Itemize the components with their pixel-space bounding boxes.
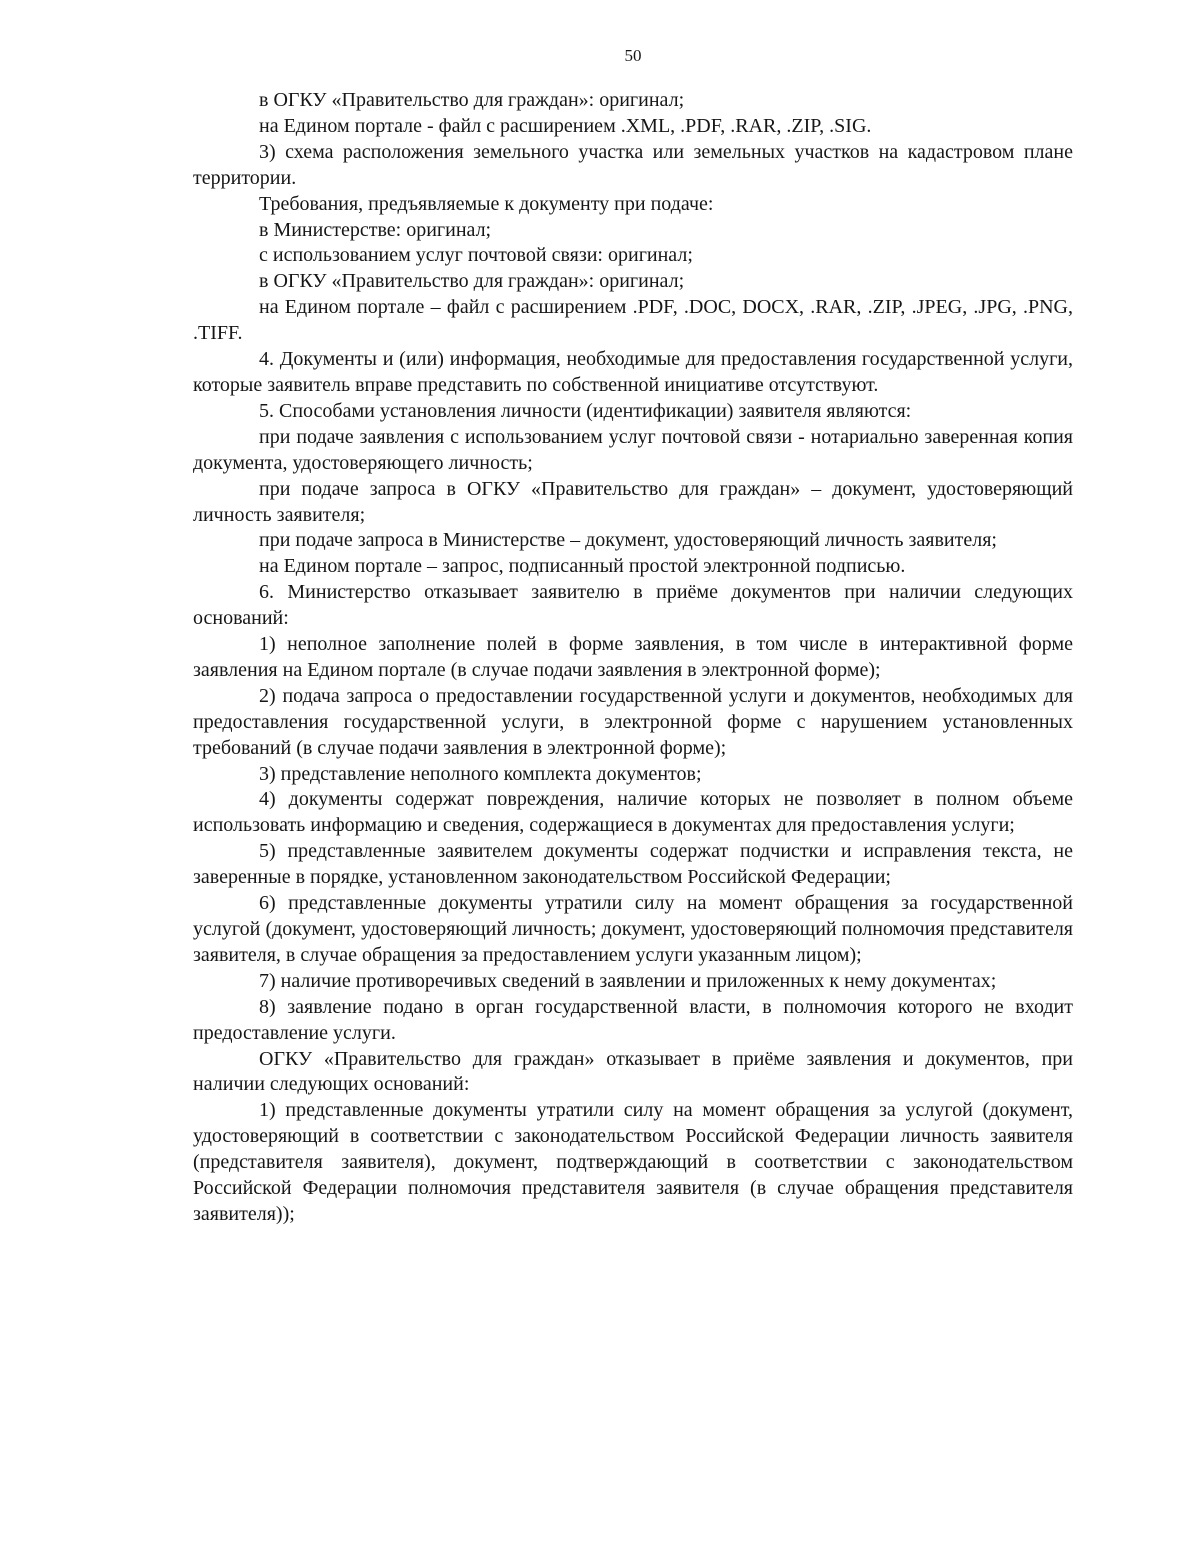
document-body	[193, 88, 1073, 1228]
paragraph: 2) подача запроса о предоставлении государственной услуги и документов, необходимых для предоставления государственной услуги, в электронной форме с нарушением установленных требований (в случае подачи заявления в электронной форме);	[193, 684, 1073, 759]
paragraph: 1) представленные документы утратили силу на момент обращения за услугой (документ, удостоверяющий в соответствии с законодательством Российской Федерации личность заявителя (представителя заявителя), документ, подтверждающий в соответствии с законодательством Российской Федерации полномочия представителя заявителя (в случае обращения представителя заявителя));	[193, 1099, 1073, 1225]
paragraph: в ОГКУ «Правительство для граждан»: оригинал;	[259, 270, 685, 293]
paragraph: 6) представленные документы утратили силу на момент обращения за государственной услугой (документ, удостоверяющий личность; документ, удостоверяющий полномочия представителя заявителя, в случае обращения за предоставлением услуги указанным лицом);	[193, 892, 1073, 966]
paragraph: 5) представленные заявителем документы содержат подчистки и исправления текста, не заверенные в порядке, установленном законодательством Российской Федерации;	[193, 840, 1073, 889]
paragraph: с использованием услуг почтовой связи: оригинал;	[259, 244, 693, 267]
paragraph: 3) схема расположения земельного участка или земельных участков на кадастровом плане территории.	[193, 140, 1073, 189]
paragraph: при подаче заявления с использованием услуг почтовой связи - нотариально заверенная копия документа, удостоверяющего личность;	[193, 425, 1073, 474]
paragraph: 4. Документы и (или) информация, необходимые для предоставления государственной услуги, которые заявитель вправе представить по собственной инициативе отсутствуют.	[193, 348, 1073, 396]
paragraph: Требования, предъявляемые к документу при подаче:	[259, 192, 714, 215]
paragraph: при подаче запроса в ОГКУ «Правительство для граждан» – документ, удостоверяющий личность заявителя;	[193, 477, 1073, 526]
paragraph: на Едином портале - файл с расширением .XML, .PDF, .RAR, .ZIP, .SIG.	[259, 114, 872, 137]
paragraph: 3) представление неполного комплекта документов;	[259, 762, 702, 785]
paragraph: на Едином портале – файл с расширением .PDF, .DOC, DOCX, .RAR, .ZIP, .JPEG, .JPG, .PNG, .TIFF.	[193, 296, 1073, 345]
paragraph: в Министерстве: оригинал;	[259, 218, 492, 241]
paragraph: 5. Способами установления личности (идентификации) заявителя являются:	[259, 399, 912, 422]
paragraph: ОГКУ «Правительство для граждан» отказывает в приёме заявления и документов, при наличии следующих оснований:	[193, 1047, 1073, 1096]
paragraph: 1) неполное заполнение полей в форме заявления, в том числе в интерактивной форме заявления на Едином портале (в случае подачи заявления в электронной форме);	[193, 633, 1073, 681]
paragraph: 4) документы содержат повреждения, наличие которых не позволяет в полном объеме использовать информацию и сведения, содержащиеся в документах для предоставления услуги;	[193, 788, 1073, 837]
paragraph: 8) заявление подано в орган государственной власти, в полномочия которого не входит предоставление услуги.	[193, 995, 1073, 1044]
paragraph: в ОГКУ «Правительство для граждан»: оригинал;	[259, 89, 685, 111]
paragraph: при подаче запроса в Министерстве – документ, удостоверяющий личность заявителя;	[259, 529, 997, 552]
paragraph: на Едином портале – запрос, подписанный простой электронной подписью.	[259, 555, 906, 578]
page-number: 50	[624, 46, 642, 65]
paragraph: 7) наличие противоречивых сведений в заявлении и приложенных к нему документах;	[259, 969, 997, 992]
paragraph: 6. Министерство отказывает заявителю в приёме документов при наличии следующих оснований:	[193, 581, 1073, 630]
